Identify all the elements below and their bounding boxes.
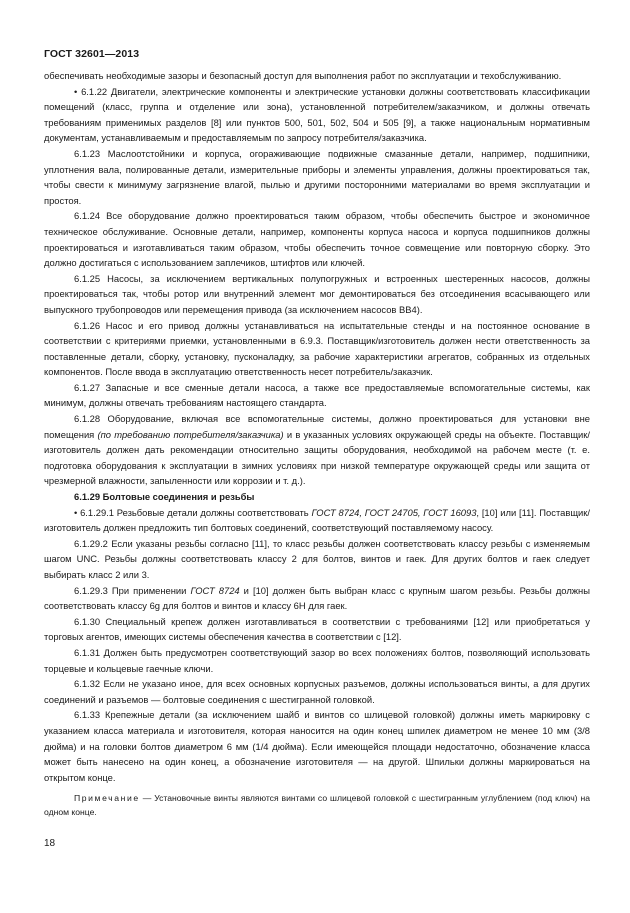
note bbox=[44, 791, 590, 819]
paragraph-text: и [10] должен быть выбран класс с крупным шагом резьбы. Резьбы должны соответствовать классу 6g для болтов и винтов и классу 6H для гаек. bbox=[44, 584, 590, 612]
note-text: — Установочные винты являются винтами со шлицевой головкой с шестигранным углублением (под ключ) на одном конце. bbox=[44, 793, 590, 818]
paragraph-6-1-30: 6.1.30 Специальный крепеж должен изготавливаться в соответствии с требованиями [12] или приобретаться у торговых агентов, имеющих системы обеспечения качества в соответствии с [12]. bbox=[44, 615, 590, 643]
page-content bbox=[44, 68, 590, 819]
paragraph-6-1-26: 6.1.26 Насос и его привод должны устанавливаться на испытательные стенды и на постоянное основание в соответствии с критериями приемки, установленными в 6.9.3. Поставщик/изготовитель должен нести ответственность за поставленные детали, сборку, установку, пусконаладку, за рабочие характеристики агрегатов, собранных из отдельных компонентов. После ввода в эксплуатацию ответственность несет потребитель/заказчик. bbox=[44, 319, 590, 378]
note-label: Примечание bbox=[74, 793, 140, 804]
paragraph-6-1-31: 6.1.31 Должен быть предусмотрен соответствующий зазор во всех положениях болтов, позволяющий использовать торцевые и кольцевые гаечные ключи. bbox=[44, 646, 590, 674]
paragraph-text: 6.1.22 Двигатели, электрические компоненты и электрические установки должны соответствовать классификации помещений (класс, группа и отделение или зона), установленной потребителем/заказчиком, и должны отвечать требованиям применимых разделов [8] или пунктов 500, 501, 502, 504 и 505 [9], а также национальным нормативным документам, устанавливаемым и предоставляемым по запросу потребителя/заказчика. bbox=[44, 85, 590, 144]
paragraph-6-1-25: 6.1.25 Насосы, за исключением вертикальных полупогружных и встроенных шестеренных насосов, должны проектироваться так, чтобы ротор или внутренний элемент мог демонтироваться без отсоединения всасывающего или выпускного трубопроводов или перемещения привода (за исключением насосов ВВ4). bbox=[44, 272, 590, 315]
bullet-mark: • bbox=[74, 85, 78, 97]
italic-text: ГОСТ 8724 bbox=[190, 584, 240, 596]
page-number: 18 bbox=[44, 838, 56, 849]
paragraph-6-1-22 bbox=[44, 84, 590, 146]
paragraph-6-1-29-3 bbox=[44, 583, 590, 614]
paragraph-text: 6.1.28 Оборудование, включая все вспомогательные системы, должно проектироваться для установки вне помещения bbox=[44, 413, 590, 440]
paragraph-text: 6.1.29.3 При применении bbox=[74, 584, 191, 596]
paragraph-6-1-33: 6.1.33 Крепежные детали (за исключением шайб и винтов со шлицевой головкой) должны иметь маркировку с указанием класса материала и изготовителя, которая наносится на один конец шпилек диаметром не менее 10 мм (3/8 дюйма) и на головки болтов диаметром 6 мм (1/4 дюйма). Если имеющейся площади недостаточно, обозначение класса может быть нанесено на один конец, а обозначение изготовителя — на другой. Шпильки должны маркироваться на открытом конце. bbox=[44, 709, 590, 783]
italic-text: (по требованию потребителя/заказчика) bbox=[97, 428, 284, 440]
paragraph-6-1-24: 6.1.24 Все оборудование должно проектироваться таким образом, чтобы обеспечить быстрое и экономичное техническое обслуживание. Основные детали, например, компоненты корпуса насоса и корпуса подшипников должны проектироваться и изготавливаться таким образом, чтобы обеспечить точное совмещение или повторную сборку. Это должно достигаться с использованием заплечиков, штифтов или ключей. bbox=[44, 210, 590, 269]
paragraph-text: и в указанных условиях окружающей среды на объекте. Поставщик/изготовитель должен дать рекомендации относительно защиты оборудования, необходимой на рабочем месте (т. е. подготовка оборудования к эксплуатации в зимних условиях при низкой температуре окружающей среды или защита от чрезмерной влажности, запыленности или коррозии и т. д.). bbox=[44, 428, 590, 487]
paragraph-6-1-32: 6.1.32 Если не указано иное, для всех основных корпусных разъемов, должны использоваться винты, а для других соединений и разъемов — болтовые соединения с шестигранной головкой. bbox=[44, 678, 590, 705]
paragraph-6-1-28 bbox=[44, 411, 590, 489]
paragraph-6-1-27: 6.1.27 Запасные и все сменные детали насоса, а также все предоставляемые вспомогательные системы, как минимум, должны отвечать требованиям настоящего стандарта. bbox=[44, 381, 590, 409]
paragraph-6-1-29-2: 6.1.29.2 Если указаны резьбы согласно [11], то класс резьбы должен соответствовать классу резьбы с изменяемым шагом UNC. Резьбы должны соответствовать классу 2 для болтов, винтов и гаек. Для других болтов и гаек следует выбирать класс 2 или 3. bbox=[44, 537, 590, 580]
section-heading: 6.1.29 Болтовые соединения и резьбы bbox=[74, 491, 255, 503]
paragraph-text: , [10] или [11]. Поставщик/изготовитель должен предложить тип болтовых соединений, соответствующий поставляемому насосу. bbox=[44, 506, 590, 534]
italic-text: ГОСТ 8724, ГОСТ 24705, ГОСТ 16093 bbox=[311, 506, 477, 518]
page-header: ГОСТ 32601—2013 bbox=[44, 48, 140, 60]
paragraph-6-1-29-1 bbox=[44, 505, 590, 536]
paragraph-text: 6.1.29.1 Резьбовые детали должны соответствовать bbox=[80, 506, 312, 518]
paragraph-6-1-23: 6.1.23 Маслоотстойники и корпуса, огораживающие подвижные смазанные детали, например, подшипники, уплотнения вала, полированные детали, измерительные приборы и элементы управления, должны проектироваться так, чтобы свести к минимуму загрязнение влагой, пылью и другими посторонними материалами во время эксплуатации и простоя. bbox=[44, 147, 590, 206]
paragraph-continuation: обеспечивать необходимые зазоры и безопасный доступ для выполнения работ по эксплуатации и техобслуживанию. bbox=[44, 70, 562, 81]
bullet-mark: • bbox=[74, 506, 78, 518]
